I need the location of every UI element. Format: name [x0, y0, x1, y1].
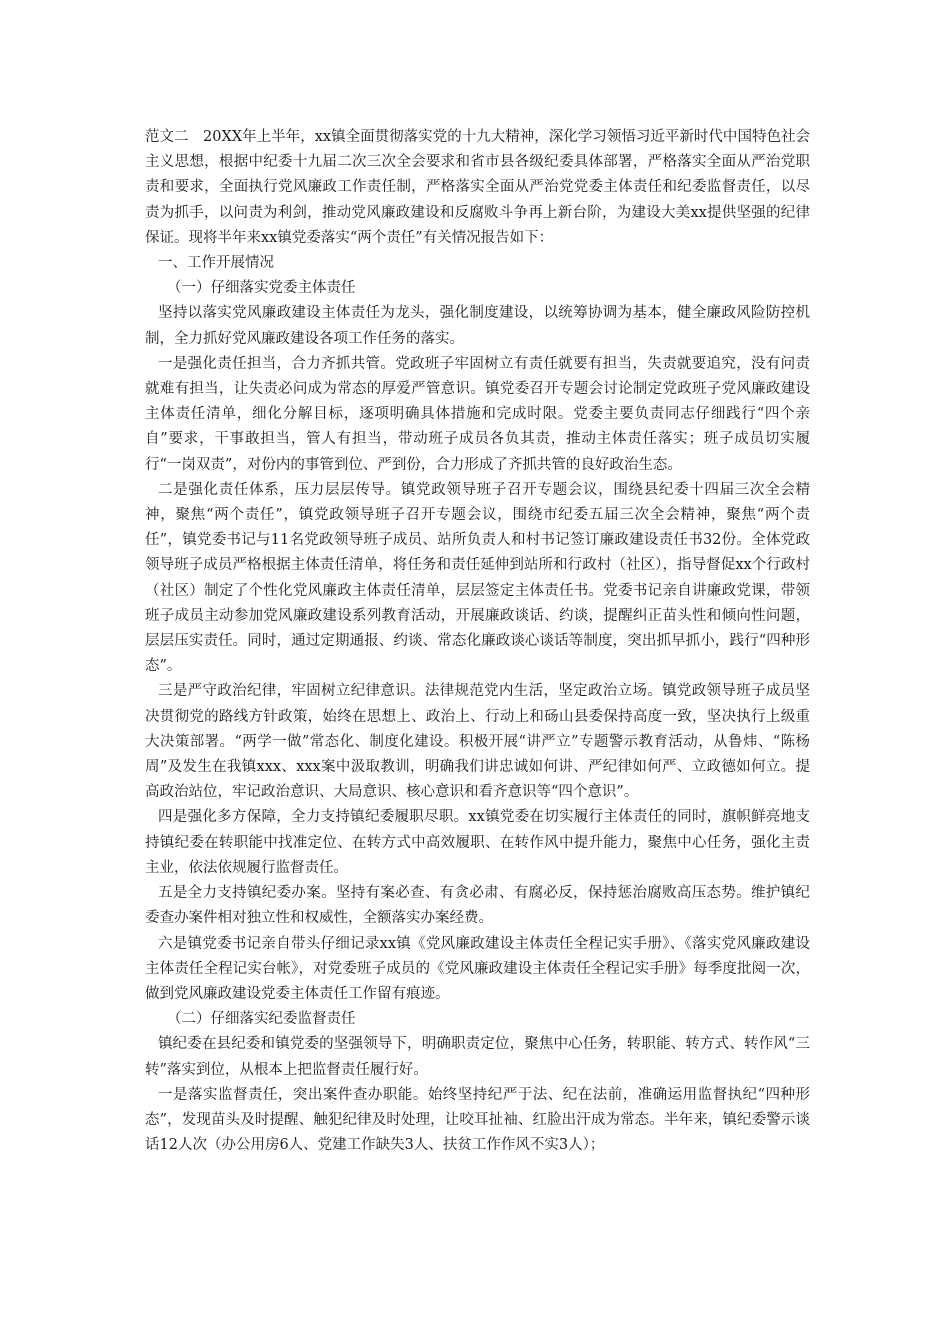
subsection-heading-discipline-committee: （二）仔细落实纪委监督责任	[167, 1011, 356, 1028]
body-paragraph-4: 三是严守政治纪律，牢固树立纪律意识。法律规范党内生活，坚定政治立场。镇党政领导班子成员坚决贯彻党的路线方针政策，始终在思想上、政治上、行动上和砀山县委保持高度一致，坚决执行上级重大决策部署。“两学一做”常态化、制度化建设。积极开展“讲严立”专题警示教育活动，从鲁炜、“陈杨周”及发生在我镇xxx、xxx案中汲取教训，明确我们讲忠诚如何讲、严纪律如何严、立政德如何立。提高政治站位，牢记政治意识、大局意识、核心意识和看齐意识等“四个意识”。	[145, 683, 810, 801]
body-paragraph-2: 一是强化责任担当，合力齐抓共管。党政班子牢固树立有责任就要有担当，失责就要追究，没有问责就难有担当，让失责必问成为常态的厚爱严管意识。镇党委召开专题会讨论制定党政班子党风廉政建设主体责任清单，细化分解目标，逐项明确具体措施和完成时限。党委主要负责同志仔细践行“四个亲自”要求，干事敢担当，管人有担当，带动班子成员各负其责，推动主体责任落实；班子成员切实履行“一岗双责”，对份内的事管到位、严到份，合力形成了齐抓共管的良好政治生态。	[145, 355, 810, 473]
document-page	[145, 125, 810, 1158]
subsection-heading-party-committee: （一）仔细落实党委主体责任	[167, 280, 356, 297]
body-paragraph-6: 五是全力支持镇纪委办案。坚持有案必查、有贪必肃、有腐必反，保持惩治腐败高压态势。维护镇纪委查办案件相对独立性和权威性，全额落实办案经费。	[145, 885, 810, 927]
body-paragraph-5: 四是强化多方保障，全力支持镇纪委履职尽职。xx镇党委在切实履行主体责任的同时，旗帜鲜亮地支持镇纪委在转职能中找准定位、在转方式中高效履职、在转作风中提升能力，聚焦中心任务，强化主责主业，依法依规履行监督责任。	[145, 809, 810, 876]
section-heading-work-progress: 一、工作开展情况	[158, 255, 274, 272]
intro-paragraph: 范文二 20XX年上半年，xx镇全面贯彻落实党的十九大精神，深化学习领悟习近平新时代中国特色社会主义思想，根据中纪委十九届二次三次全会要求和省市县各级纪委具体部署，严格落实全面从严治党职责和要求，全面执行党风廉政工作责任制，严格落实全面从严治党党委主体责任和纪委监督责任，以尽责为抓手，以问责为利剑，推动党风廉政建设和反腐败斗争再上新台阶，为建设大美xx提供坚强的纪律保证。现将半年来xx镇党委落实“两个责任”有关情况报告如下：	[145, 129, 810, 246]
body-paragraph-3: 二是强化责任体系，压力层层传导。镇党政领导班子召开专题会议，围绕县纪委十四届三次全会精神，聚焦“两个责任”，镇党政领导班子召开专题会议，围绕市纪委五届三次全会精神，聚焦“两个责任”，镇党委书记与11名党政领导班子成员、站所负责人和村书记签订廉政建设责任书32份。全体党政领导班子成员严格根据主体责任清单，将任务和责任延伸到站所和行政村（社区），指导督促xx个行政村（社区）制定了个性化党风廉政主体责任清单，层层签定主体责任书。党委书记亲自讲廉政党课，带领班子成员主动参加党风廉政建设系列教育活动，开展廉政谈话、约谈，提醒纠正苗头性和倾向性问题，层层压实责任。同时，通过定期通报、约谈、常态化廉政谈心谈话等制度，突出抓早抓小，践行“四种形态”。	[145, 481, 810, 675]
body-paragraph-7: 六是镇党委书记亲自带头仔细记录xx镇《党风廉政建设主体责任全程记实手册》、《落实党风廉政建设主体责任全程记实台帐》，对党委班子成员的《党风廉政建设主体责任全程记实手册》每季度批阅一次，做到党风廉政建设党委主体责任工作留有痕迹。	[145, 935, 810, 1002]
body-paragraph-9: 一是落实监督责任，突出案件查办职能。始终坚持纪严于法、纪在法前，准确运用监督执纪“四种形态”，发现苗头及时提醒、触犯纪律及时处理，让咬耳扯袖、红脸出汗成为常态。半年来，镇纪委警示谈话12人次（办公用房6人、党建工作缺失3人、扶贫工作作风不实3人）；	[145, 1086, 810, 1154]
body-paragraph-8: 镇纪委在县纪委和镇党委的坚强领导下，明确职责定位，聚焦中心任务，转职能、转方式、转作风“三转”落实到位，从根本上把监督责任履行好。	[145, 1036, 810, 1078]
body-paragraph-1: 坚持以落实党风廉政建设主体责任为龙头，强化制度建设，以统筹协调为基本，健全廉政风险防控机制，全力抓好党风廉政建设各项工作任务的落实。	[145, 305, 810, 347]
